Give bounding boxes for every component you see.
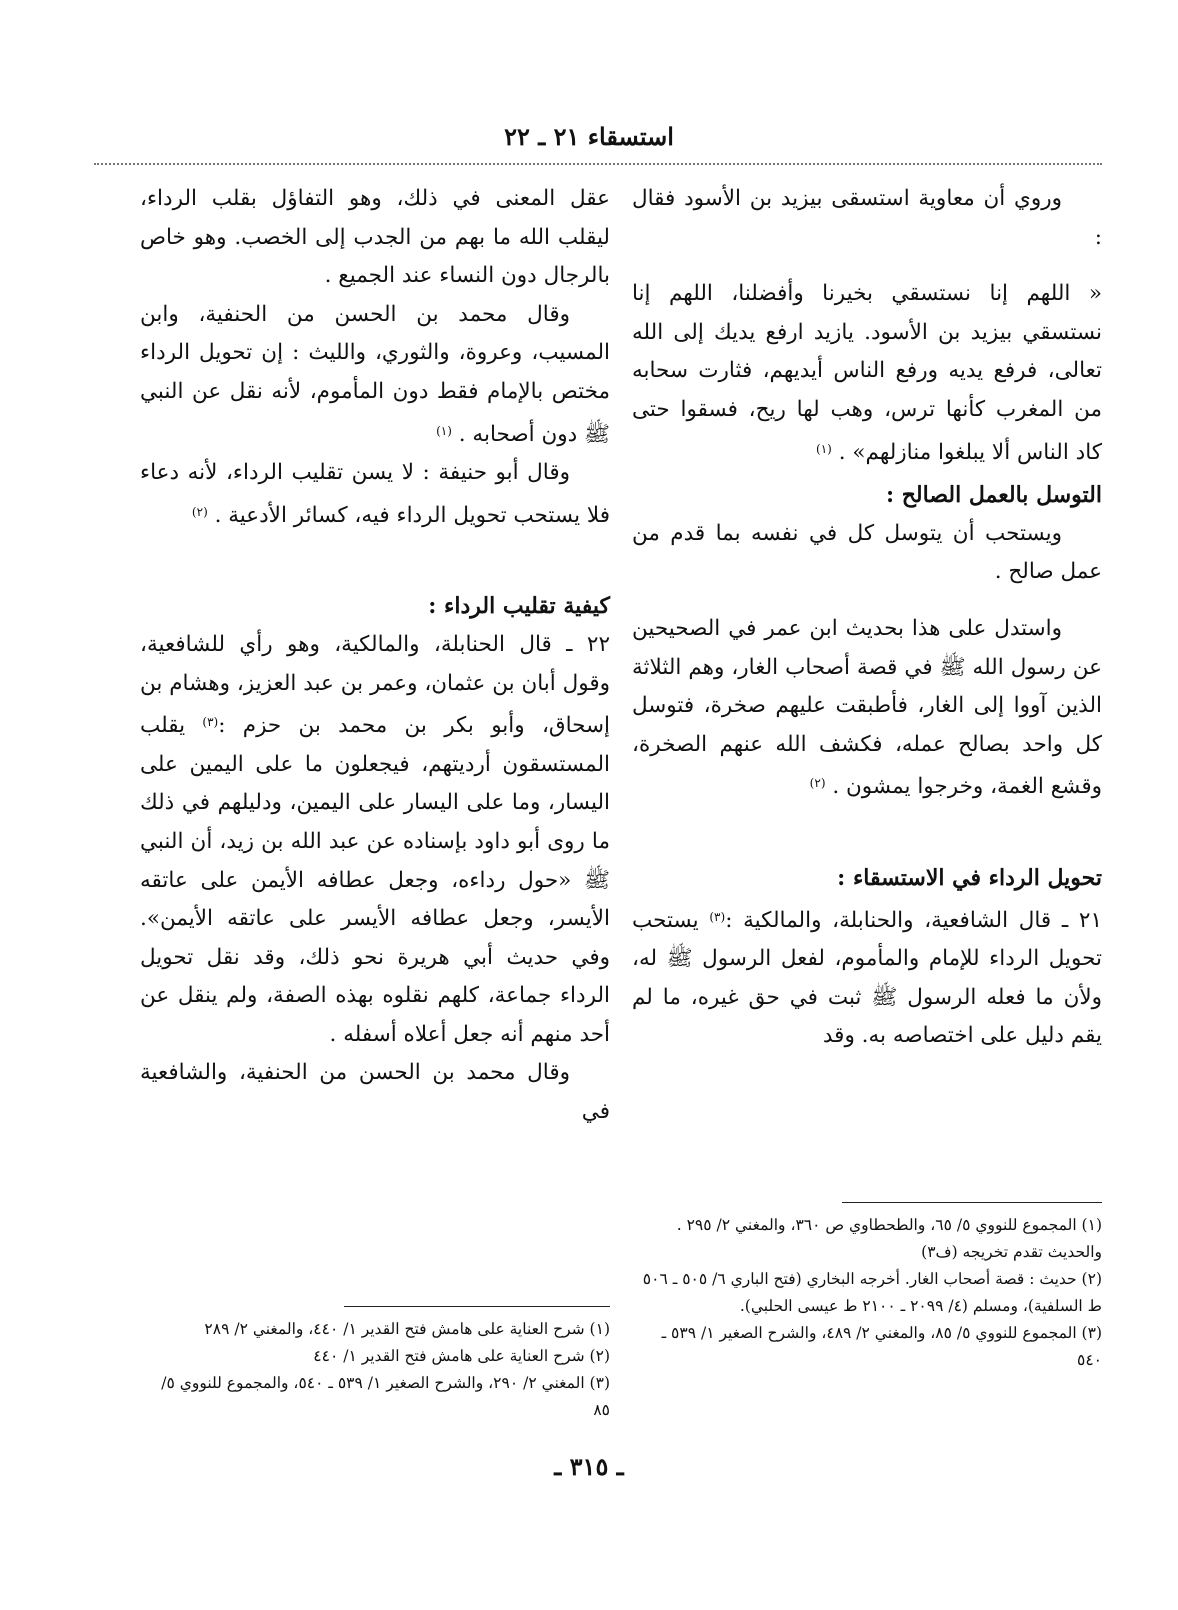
footnote-ref: (٢) [809,776,826,791]
paragraph-text: وروي أن معاوية استسقى بيزيد بن الأسود فقال : [632,186,1102,250]
paragraph [632,515,1102,592]
paragraph-text: وقال أبو حنيفة : لا يسن تقليب الرداء، لأنه دعاء فلا يستحب تحويل الرداء فيه، كسائر الأدعية . [140,460,610,528]
paragraph [140,296,610,454]
paragraph-text: وقال محمد بن الحسن من الحنفية، والشافعية في [140,1060,610,1125]
page-number [0,1452,1178,1481]
footnotes-right [632,1212,1102,1374]
footnote: (٣) المغني ٢/ ٢٩٠، والشرح الصغير ١/ ٥٣٩ ـ ٥٤٠، والمجموع للنووي ٥/ ٨٥ [161,1374,610,1419]
paragraph-text: « اللهم إنا نستسقي بخيرنا وأفضلنا، اللهم إنا نستسقي بيزيد بن الأسود. يازيد ارفع يديك إلى الله تعالى، فرفع يديه ورفع الناس أيديهم، فثارت سحابه من المغرب كأنها ترس، وهب لها ريح، فسقوا حتى كاد الناس ألا يبلغوا منازلهم» . [632,281,1102,465]
header-title: استسقاء ٢١ ـ ٢٢ [504,122,674,151]
section-heading: تحويل الرداء في الاستسقاء : [837,864,1102,891]
paragraph [140,454,610,535]
footnote-rule [842,1202,1102,1203]
footnote-ref: (٢) [191,504,208,519]
paragraph-text: ٢١ ـ قال الشافعية، والحنابلة، والمالكية : [725,907,1102,933]
footnote: (٣) المجموع للنووي ٥/ ٨٥، والمغني ٢/ ٤٨٩، والشرح الصغير ١/ ٥٣٩ ـ ٥٤٠ [661,1324,1102,1369]
paragraph [632,610,1102,807]
paragraph [632,898,1102,1056]
right-column [632,180,1102,1056]
header-dotted-rule [94,163,1102,165]
footnote-ref: (٣) [709,909,726,924]
paragraph-text: يستحب تحويل الرداء للإمام والمأموم، لفعل الرسول ﷺ له، ولأن ما فعله الرسول ﷺ ثبت في حق غيره، ما لم يقم دليل على اختصاصه به. وقد [632,907,1102,1049]
paragraph-text: عقل المعنى في ذلك، وهو التفاؤل بقلب الرداء، ليقلب الله ما بهم من الجدب إلى الخصب. وهو خاص بالرجال دون النساء عند الجميع . [140,186,610,289]
footnote-rule [344,1306,610,1307]
footnote-ref: (١) [436,423,452,438]
paragraph-text: ويستحب أن يتوسل كل في نفسه بما قدم من عمل صالح . [632,520,1102,585]
running-header [0,122,1178,151]
paragraph [140,1054,610,1131]
quoted-prayer [632,275,1102,472]
paragraph-text: واستدل على هذا بحديث ابن عمر في الصحيحين عن رسول الله ﷺ في قصة أصحاب الغار، وهم الثلاثة الذين آووا إلى الغار، فأطبقت عليهم صخرة، فتوسل كل واحد بصالح عمله، فكشف الله عنهم الصخرة، وقشع الغمة، وخرجوا يمشون . [632,615,1102,800]
footnote: (٢) شرح العناية على هامش فتح القدير ١/ ٤٤٠ [313,1347,610,1365]
footnotes-left [140,1316,610,1424]
paragraph [140,180,610,296]
left-column [140,180,610,1132]
paragraph [632,180,1102,257]
footnote: (٢) حديث : قصة أصحاب الغار. أخرجه البخاري (فتح الباري ٦/ ٥٠٥ ـ ٥٠٦ ط السلفية)، ومسلم (٤/ ٢٠٩٩ ـ ٢١٠٠ ط عيسى الحلبي). [642,1270,1102,1315]
paragraph [140,626,610,1055]
section-heading: كيفية تقليب الرداء : [428,593,610,620]
footnote-ref: (١) [816,441,832,456]
paragraph-text: يقلب المستسقون أرديتهم، فيجعلون ما على اليمين على اليسار، وما على اليسار على اليمين، ودليلهم في ذلك ما روى أبو داود بإسناده عن عبد الله بن زيد، أن النبي ﷺ «حول رداءه، وجعل عطافه الأيمن على عاتقه الأيسر، وجعل عطافه الأيسر على عاتقه الأيمن». وفي حديث أبي هريرة نحو ذلك، وقد نقل تحويل الرداء جماعة، كلهم نقلوه بهذه الصفة، ولم ينقل عن أحد منهم أنه جعل أعلاه أسفله . [140,713,610,1047]
footnote-ref: (٣) [202,715,219,730]
section-heading: التوسل بالعمل الصالح : [885,482,1102,509]
paragraph-text: وقال محمد بن الحسن من الحنفية، وابن المسيب، وعروة، والثوري، والليث : إن تحويل الرداء مختص بالإمام فقط دون المأموم، لأنه نقل عن النبي ﷺ دون أصحابه . [140,301,610,447]
footnote: (١) المجموع للنووي ٥/ ٦٥، والطحطاوي ص ٣٦٠، والمغني ٢/ ٢٩٥ . والحديث تقدم تخريجه (ف٣) [676,1216,1102,1261]
page-number-text: ـ ٣١٥ ـ [554,1452,624,1481]
footnote: (١) شرح العناية على هامش فتح القدير ١/ ٤٤٠، والمغني ٢/ ٢٨٩ [204,1320,610,1338]
paragraph-text: ٢٢ ـ قال الحنابلة، والمالكية، وهو رأي للشافعية، وقول أبان بن عثمان، وعمر بن عبد العزيز، وهشام بن إسحاق، وأبو بكر بن محمد بن حزم : [140,631,610,739]
